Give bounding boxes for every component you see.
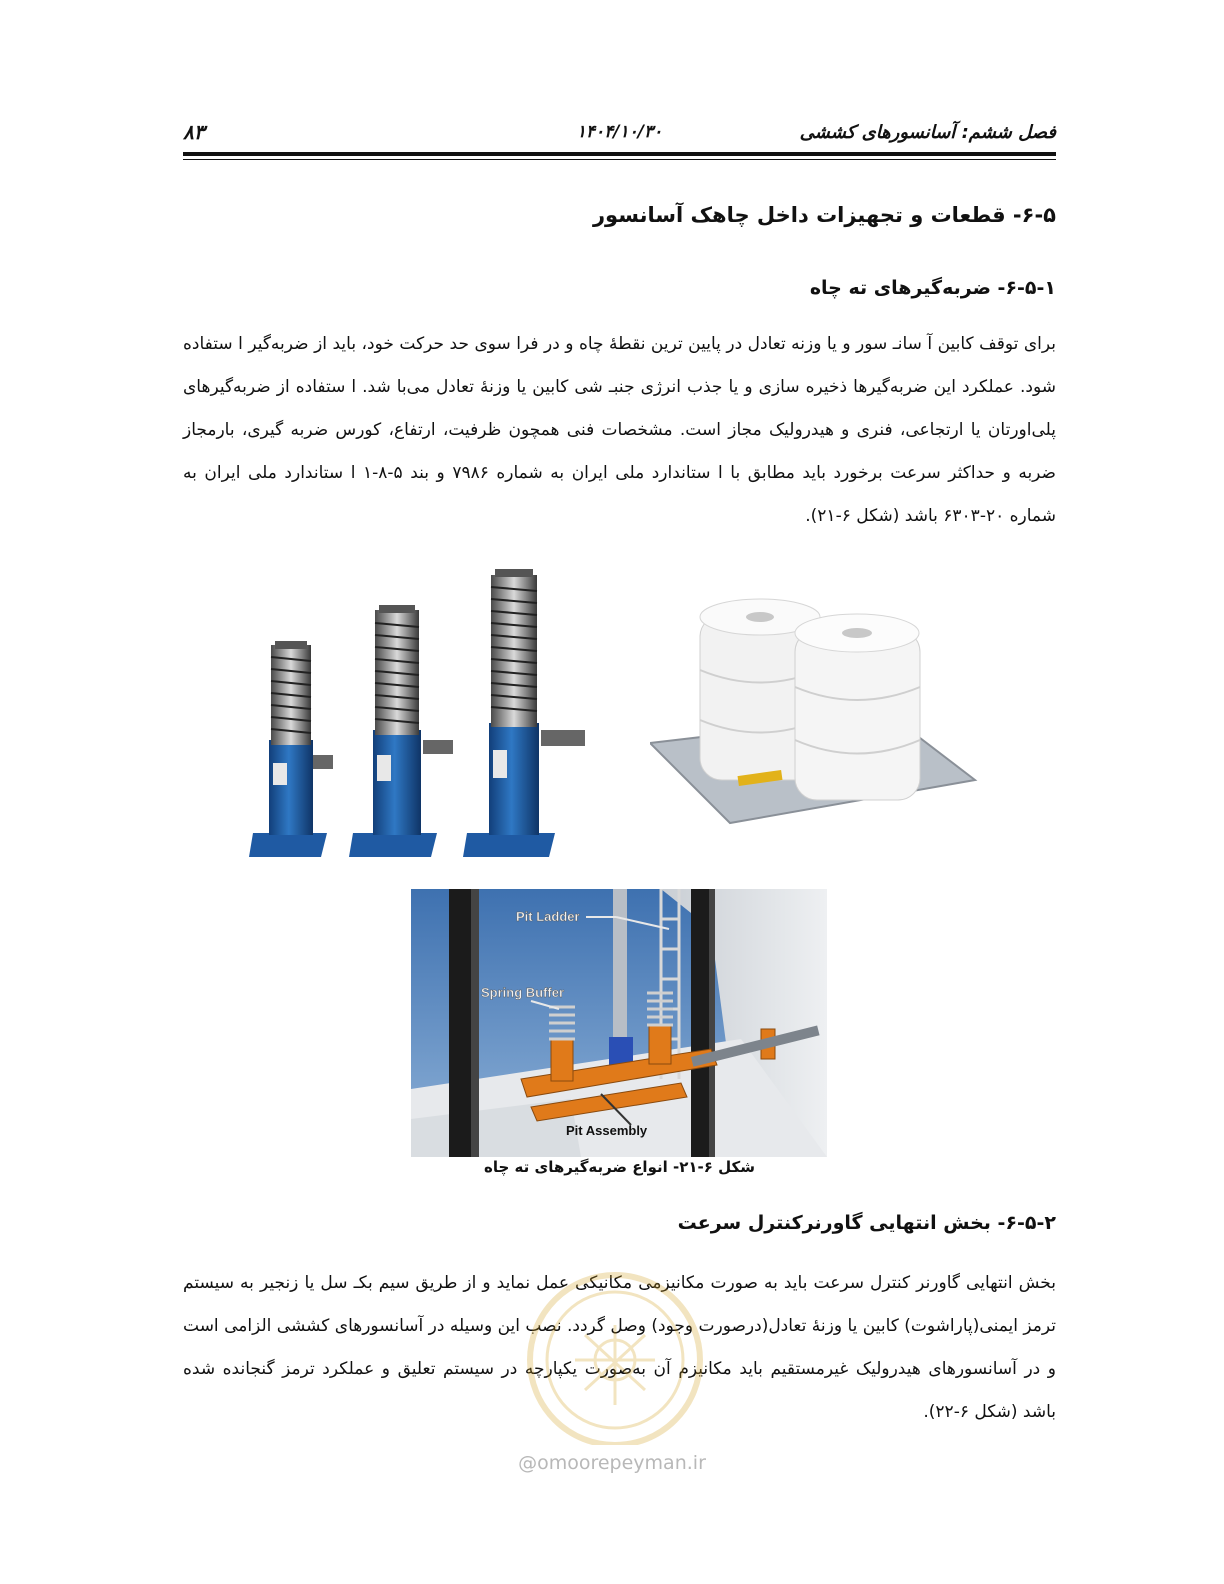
section-heading: ۶-۵- قطعات و تجهیزات داخل چاهک آسانسور [592,203,1056,227]
watermark-url: @omoorepeyman.ir [518,1452,706,1474]
buffer-medium [349,605,453,857]
header-rule-thin [183,159,1056,160]
watermark-seal [490,1265,740,1445]
pit-assembly-diagram [411,889,827,1157]
subsection-heading-buffers: ۶-۵-۱- ضربه‌گیرهای ته چاه [809,277,1056,299]
page-number: ۸۳ [183,120,205,144]
polyurethane-buffers-image [650,595,980,830]
buffer-small [249,641,333,857]
figure-caption: شکل ۶-۲۱- انواع ضربه‌گیرهای ته چاه [483,1158,756,1176]
paragraph-governor: بخش انتهایی گاورنر کنترل سرعت باید به صورت مکانیزمی مکانیکی عمل نماید و از طریق سیم بکـ سل یا زنجیر به سیستم ترمز ایمنی(پاراشوت) کابین یا وزنهٔ تعادل(درصورت وجود) وصل گردد. نصب این وسیله در آسانسورهای کششی الزامی است و در آسانسورهای هیدرولیک غیرمستقیم باید مکانیزم آن به‌صورت یکپارچه در سیستم تعلیق و عملکرد ترمز گنجانده شده باشد (شکل ۶-۲۲). [183,1273,1056,1422]
page-header [183,118,1056,150]
header-date: ۱۴۰۴/۱۰/۳۰ [576,122,663,142]
buffer-large [463,569,585,857]
subsection-heading-governor: ۶-۵-۲- بخش انتهایی گاورنرکنترل سرعت [677,1212,1056,1234]
label-pit-ladder: Pit Ladder [516,909,580,924]
chapter-title: فصل ششم: آسانسورهای کششی [799,122,1056,143]
header-rule-thick [183,152,1056,156]
label-spring-buffer: Spring Buffer [481,985,565,1000]
white-buffer-right [795,614,920,800]
hydraulic-buffers-image [245,565,615,865]
label-pit-assembly: Pit Assembly [566,1123,648,1138]
paragraph-buffers: برای توقف کابین آ سانـ سور و یا وزنه تعادل در پایین ترین نقطهٔ چاه و در فرا سوی حد حرکت خود، باید از ضربه‌گیر ا ستفاده شود. عملکرد این ضربه‌گیرها ذخیره سازی و یا جذب انرژی جنبـ شی کابین یا وزنهٔ تعادل می‌با شد. ا ستفاده از ضربه‌گیرهای پلی‌اورتان یا ارتجاعی، فنری و هیدرولیک مجاز است. مشخصات فنی همچون ظرفیت، ارتفاع، کورس ضربه گیری، بارمجاز ضربه و حداکثر سرعت برخورد باید مطابق با ا ستاندارد ملی ایران به شماره ۷۹۸۶ و بند ۵-۸-۱ ا ستاندارد ملی ایران به شماره ۲۰-۶۳۰۳ باشد (شکل ۶-۲۱). [183,334,1056,526]
